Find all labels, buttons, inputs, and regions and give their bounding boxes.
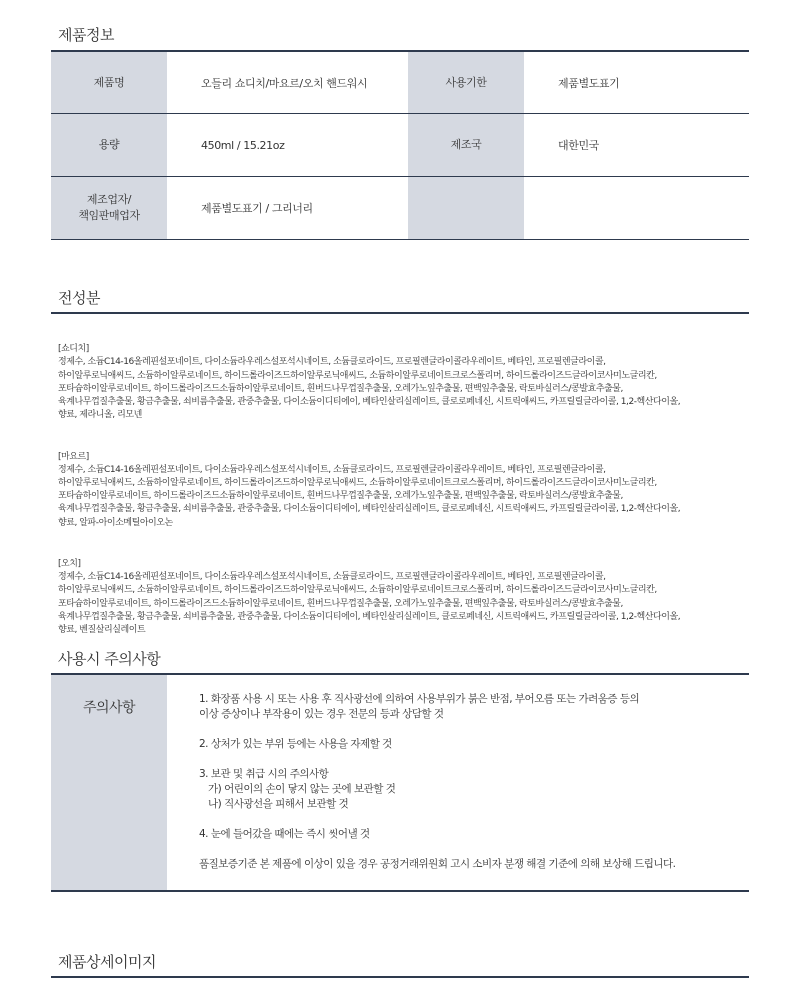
caution-item-2: 2. 상처가 있는 부위 등에는 사용을 자제할 것 [199, 738, 392, 750]
cautions-table [51, 675, 749, 892]
ingredients-list [58, 330, 748, 652]
label-empty [408, 177, 524, 239]
warranty-note: 품질보증기준 본 제품에 이상이 있을 경우 공정거래위원회 고시 소비자 분쟁 해결 기준에 의해 보상해 드립니다. [199, 858, 676, 870]
label-volume: 용량 [51, 114, 167, 176]
ingredients-rule [51, 312, 749, 314]
caution-item-3-a: 가) 어린이의 손이 닿지 않는 곳에 보관할 것 [208, 783, 396, 795]
ingredient-block-text: 정제수, 소듐C14-16올레핀설포네이트, 다이소듐라우레스설포석시네이트, 소듐클로라이드, 프로필렌글라이콜라우레이트, 베타인, 프로필렌글라이콜, 하이알루로닉애씨드, 소듐하이알루로네이트, 하이드롤라이즈드하이알루로닉애씨드, 소듐하이알루로네이트크로스폴리머, 하이드롤라이즈드글라이코사미노글리칸, 포타슘하이알루로네이트, 하이드롤라이즈드소듐하이알루로네이트, 흰버드나무껍질추출물, 오레가노잎추출물, 편백잎추출물, 락토바실러스/콩발효추출물, 육계나무껍질추출물, 황금추출물, 쇠비름추출물, 관중추출물, 다이소듐이디티에이, 베타인살리실레이트, 클로로페네신, 시트릭애씨드, 카프릴릴글라이콜, 1,2-헥산다이올, 향료, 제라니올, 리모넨 [58, 357, 681, 421]
cautions-title: 사용시 주의사항 [58, 650, 161, 668]
ingredient-block-text: 정제수, 소듐C14-16올레핀설포네이트, 다이소듐라우레스설포석시네이트, 소듐클로라이드, 프로필렌글라이콜라우레이트, 베타인, 프로필렌글라이콜, 하이알루로닉애씨드, 소듐하이알루로네이트, 하이드롤라이즈드하이알루로닉애씨드, 소듐하이알루로네이트크로스폴리머, 하이드롤라이즈드글라이코사미노글리칸, 포타슘하이알루로네이트, 하이드롤라이즈드소듐하이알루로네이트, 흰버드나무껍질추출물, 오레가노잎추출물, 편백잎추출물, 락토바실러스/콩발효추출물, 육계나무껍질추출물, 황금추출물, 쇠비름추출물, 관중추출물, 다이소듐이디티에이, 베타인살리실레이트, 클로로페네신, 시트릭애씨드, 카프릴릴글라이콜, 1,2-헥산다이올, 향료, 벤질살리실레이트 [58, 572, 681, 636]
detail-images-rule [51, 976, 749, 978]
label-manufacturer [51, 177, 167, 239]
ingredient-block-shoreditch [58, 330, 748, 422]
caution-item-3 [199, 767, 676, 812]
info-row-name [51, 52, 749, 114]
product-info-title: 제품정보 [58, 26, 114, 44]
value-country: 대한민국 [558, 139, 599, 152]
info-row-volume [51, 114, 749, 177]
product-info-table [51, 52, 749, 240]
label-manufacturer-line1: 제조업자/ [86, 193, 132, 206]
label-expiry: 사용기한 [408, 52, 524, 113]
info-row-manufacturer [51, 177, 749, 240]
value-empty [524, 177, 749, 239]
value-product-name: 오들리 쇼디치/마요르/오치 핸드워시 [201, 76, 368, 90]
label-manufacturer-line2: 책임판매업자 [78, 209, 140, 222]
ingredient-block-name: [마요르] [58, 451, 89, 462]
ingredient-block-text: 정제수, 소듐C14-16올레핀설포네이트, 다이소듐라우레스설포석시네이트, 소듐클로라이드, 프로필렌글라이콜라우레이트, 베타인, 프로필렌글라이콜, 하이알루로닉애씨드, 소듐하이알루로네이트, 하이드롤라이즈드하이알루로닉애씨드, 소듐하이알루로네이트크로스폴리머, 하이드롤라이즈드글라이코사미노글리칸, 포타슘하이알루로네이트, 하이드롤라이즈드소듐하이알루로네이트, 흰버드나무껍질추출물, 오레가노잎추출물, 편백잎추출물, 락토바실러스/콩발효추출물, 육계나무껍질추출물, 황금추출물, 쇠비름추출물, 관중추출물, 다이소듐이디티에이, 베타인살리실레이트, 클로로페네신, 시트릭애씨드, 카프릴릴글라이콜, 1,2-헥산다이올, 향료, 알파-아이소메틸아이오논 [58, 464, 681, 528]
label-product-name: 제품명 [51, 52, 167, 113]
ingredient-block-name: [오치] [58, 559, 81, 570]
ingredient-block-name: [쇼디치] [58, 344, 89, 355]
value-expiry: 제품별도표기 [558, 76, 620, 90]
caution-item-4: 4. 눈에 들어갔을 때에는 즉시 씻어낼 것 [199, 828, 370, 840]
cautions-label: 주의사항 [51, 675, 167, 890]
ingredient-block-mayor [58, 437, 748, 529]
ingredients-title: 전성분 [58, 289, 100, 307]
detail-images-title: 제품상세이미지 [58, 953, 156, 971]
value-manufacturer: 제품별도표기 / 그리너리 [201, 202, 313, 215]
caution-item-3-head: 3. 보관 및 취급 시의 주의사항 [199, 768, 329, 780]
value-volume: 450ml / 15.21oz [201, 138, 285, 152]
caution-item-1: 1. 화장품 사용 시 또는 사용 후 직사광선에 의하여 사용부위가 붉은 반점, 부어오름 또는 가려움증 등의 이상 증상이나 부작용이 있는 경우 전문의 등과 상담할 것 [199, 693, 640, 720]
caution-item-3-b: 나) 직사광선을 피해서 보관할 것 [208, 798, 349, 810]
ingredient-block-ochi [58, 545, 748, 637]
label-country: 제조국 [408, 114, 524, 176]
cautions-body [167, 675, 676, 890]
